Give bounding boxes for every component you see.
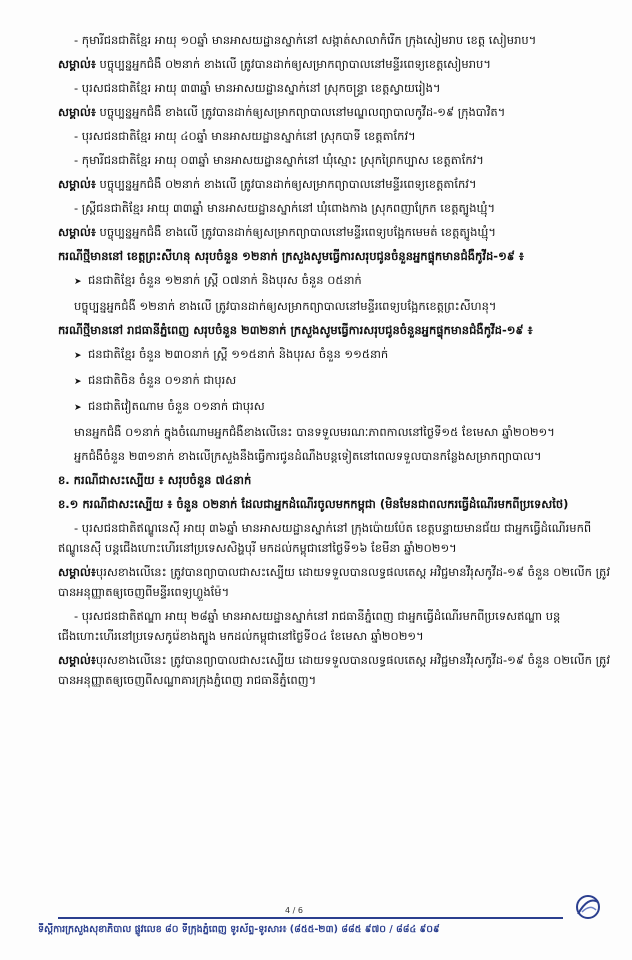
- note-paragraph: [58, 174, 614, 194]
- arrow-bullet-icon: ➤: [74, 351, 82, 361]
- body-paragraph: មានអ្នកជំងឺ ០១នាក់ ក្នុងចំណោមអ្នកជំងឺខាងលើនេះ បានទទួលមរណៈភាពកាលនៅថ្ងៃទី១៥ ខែមេសា ឆ្នាំ២០២១។: [74, 425, 555, 439]
- case-paragraph: - បុរសជនជាតិឥណ្ឌា អាយុ ២៨ឆ្នាំ មានអាសយដ្ឋានស្នាក់នៅ រាជធានីភ្នំពេញ ជាអ្នកធ្វើដំណើរមកពីប្រទេសឥណ្ឌា បន្តជើងហោះហើរនៅប្រទេសកូរ៉េខាងត្បូង មកដល់កម្ពុជានៅថ្ងៃទី០៤ ខែមេសា ឆ្នាំ២០២១។: [58, 609, 561, 643]
- section-heading: ករណីថ្មីមាននៅ រាជធានីភ្នំពេញ សរុបចំនួន ២៣២នាក់ ក្រសួងសូមធ្វើការសរុបជូនចំនួនអ្នកផ្ទុកមានជំងឺកូវីដ-១៩ ៖: [58, 323, 533, 337]
- page-number: 4 / 6: [285, 906, 303, 915]
- bullet-item: [58, 396, 614, 418]
- note-label: សម្គាល់៖: [58, 653, 96, 667]
- footer-address: ទីស្តីការក្រសួងសុខាភិបាល ផ្លូវលេខ ៨០ ទីក្រុងភ្នំពេញ ទូរស័ព្ទ-ទូរសារ៖ (៨៥៥-២៣) ៨៨៥ ៩៧០ / ៨៨៤ ៩០៩: [38, 924, 440, 935]
- note-label: សម្គាល់៖: [58, 57, 96, 71]
- footer-divider: [58, 917, 563, 919]
- note-paragraph: [58, 102, 614, 122]
- section-heading: ខ. ករណីជាសះស្បើយ ៖ សរុបចំនួន ៧៤នាក់: [58, 473, 252, 487]
- section-heading: ករណីថ្មីមាននៅ ខេត្តព្រះសីហនុ សរុបចំនួន ១២នាក់ ក្រសួងសូមធ្វើការសរុបជូនចំនួនអ្នកផ្ទុកមានជំងឺកូវីដ-១៩ ៖: [58, 249, 524, 263]
- case-paragraph: - ស្ត្រីជនជាតិខ្មែរ អាយុ ៣៣ឆ្នាំ មានអាសយដ្ឋានស្នាក់នៅ ឃុំពោងកាង ស្រុកពញាក្រែក ខេត្តត្បូងឃ្មុំ។: [74, 201, 496, 215]
- body-paragraph: បច្ចុប្បន្នអ្នកជំងឺ ១២នាក់ ខាងលើ ត្រូវបានដាក់ឲ្យសម្រាកព្យាបាលនៅមន្ទីរពេទ្យបង្អែកខេត្តព្រះសីហនុ។: [74, 299, 497, 313]
- note-paragraph: [58, 54, 614, 74]
- bullet-text: ជនជាតិខ្មែរ ចំនួន ២៣០នាក់ ស្ត្រី ១១៥នាក់ និងបុរស ចំនួន ១១៥នាក់: [88, 347, 389, 361]
- ministry-logo-icon: [572, 892, 604, 922]
- case-paragraph: - បុរសជនជាតិឥណ្ឌូនេស៊ី អាយុ ៣៦ឆ្នាំ មានអាសយដ្ឋានស្នាក់នៅ ក្រុងប៉ោយប៉ែត ខេត្តបន្ទាយមានជ័យ ជាអ្នកធ្វើដំណើរមកពីឥណ្ឌូនេស៊ី បន្តជើងហោះហើរនៅប្រទេសសិង្ហបុរី មកដល់កម្ពុជានៅថ្ងៃទី១៦ ខែមីនា ឆ្នាំ២០២១។: [58, 521, 592, 555]
- note-text: បច្ចុប្បន្នអ្នកជំងឺ ខាងលើ ត្រូវបានដាក់ឲ្យសម្រាកព្យាបាលនៅមន្ទីរពេទ្យបង្អែកមេមត់ ខេត្តត្បូងឃ្មុំ។: [95, 225, 496, 239]
- note-text: បុរសខាងលើនេះ ត្រូវបានព្យាបាលជាសះស្បើយ ដោយទទួលបានលទ្ធផលតេស្ត អវិជ្ជមានវីរុសកូវីដ-១៩ ចំនួន ០២លើក ត្រូវបានអនុញ្ញាតឲ្យចេញពីសណ្ឋាគារក្រុងភ្នំពេញ រាជធានីភ្នំពេញ។: [58, 653, 611, 687]
- bullet-item: [58, 344, 614, 366]
- note-label: សម្គាល់៖: [58, 177, 96, 191]
- arrow-bullet-icon: ➤: [74, 403, 82, 413]
- bullet-item: [58, 370, 614, 392]
- note-text: បច្ចុប្បន្នអ្នកជំងឺ ខាងលើ ត្រូវបានដាក់ឲ្យសម្រាកព្យាបាលនៅមណ្ឌលព្យាបាលកូវីដ-១៩ ក្រុងបាវិត។: [95, 105, 506, 119]
- note-label: សម្គាល់៖: [58, 565, 96, 579]
- bullet-item: [58, 270, 614, 292]
- subsection-heading: ខ.១ ករណីជាសះស្បើយ ៖ ចំនួន ០២នាក់ ដែលជាអ្នកដំណើរចូលមកកម្ពុជា (មិនមែនជាពលករធ្វើដំណើរមកពីប្រទេសថៃ): [58, 497, 569, 511]
- case-paragraph: - បុរសជនជាតិខ្មែរ អាយុ ៤០ឆ្នាំ មានអាសយដ្ឋានស្នាក់នៅ ស្រុកបាទី ខេត្តតាកែវ។: [74, 129, 416, 143]
- note-paragraph: [58, 562, 614, 602]
- note-text: បច្ចុប្បន្នអ្នកជំងឺ ០២នាក់ ខាងលើ ត្រូវបានដាក់ឲ្យសម្រាកព្យាបាលនៅមន្ទីរពេទ្យខេត្តតាកែវ។: [95, 177, 477, 191]
- arrow-bullet-icon: ➤: [74, 277, 82, 287]
- note-paragraph: [58, 222, 614, 242]
- body-paragraph: អ្នកជំងឺចំនួន ២៣១នាក់ ខាងលើក្រសួងនឹងធ្វើការជូនដំណឹងបន្តទៀតនៅពេលទទួលបានកន្លែងសម្រាកព្យាបាល។: [74, 449, 542, 463]
- arrow-bullet-icon: ➤: [74, 377, 82, 387]
- note-label: សម្គាល់៖: [58, 105, 96, 119]
- document-body: [58, 30, 614, 694]
- note-label: សម្គាល់៖: [58, 225, 96, 239]
- note-text: បច្ចុប្បន្នអ្នកជំងឺ ០២នាក់ ខាងលើ ត្រូវបានដាក់ឲ្យសម្រាកព្យាបាលនៅមន្ទីរពេទ្យខេត្តសៀមរាប។: [95, 57, 491, 71]
- case-paragraph: - កុមារីជនជាតិខ្មែរ អាយុ ០៣ឆ្នាំ មានអាសយដ្ឋានស្នាក់នៅ ឃុំស្មោះ ស្រុកព្រៃកប្បាស ខេត្តតាកែវ។: [74, 153, 484, 167]
- case-paragraph: - កុមារីជនជាតិខ្មែរ អាយុ ១០ឆ្នាំ មានអាសយដ្ឋានស្នាក់នៅ សង្កាត់សាលាកំរើក ក្រុងសៀមរាប ខេត្ត សៀមរាប។: [74, 33, 537, 47]
- note-paragraph: [58, 650, 614, 690]
- bullet-text: ជនជាតិចិន ចំនួន ០១នាក់ ជាបុរស: [88, 373, 237, 387]
- bullet-text: ជនជាតិវៀតណាម ចំនួន ០១នាក់ ជាបុរស: [88, 399, 265, 413]
- note-text: បុរសខាងលើនេះ ត្រូវបានព្យាបាលជាសះស្បើយ ដោយទទួលបានលទ្ធផលតេស្ត អវិជ្ជមានវីរុសកូវីដ-១៩ ចំនួន ០២លើក ត្រូវបានអនុញ្ញាតឲ្យចេញពីមន្ទីរពេទ្យហ្លួងម៉ែ។: [58, 565, 611, 599]
- case-paragraph: - បុរសជនជាតិខ្មែរ អាយុ ៣៣ឆ្នាំ មានអាសយដ្ឋានស្នាក់នៅ ស្រុកចន្ទ្រា ខេត្តស្វាយរៀង។: [74, 81, 441, 95]
- bullet-text: ជនជាតិខ្មែរ ចំនួន ១២នាក់ ស្ត្រី ០៧នាក់ និងបុរស ចំនួន ០៥នាក់: [88, 273, 362, 287]
